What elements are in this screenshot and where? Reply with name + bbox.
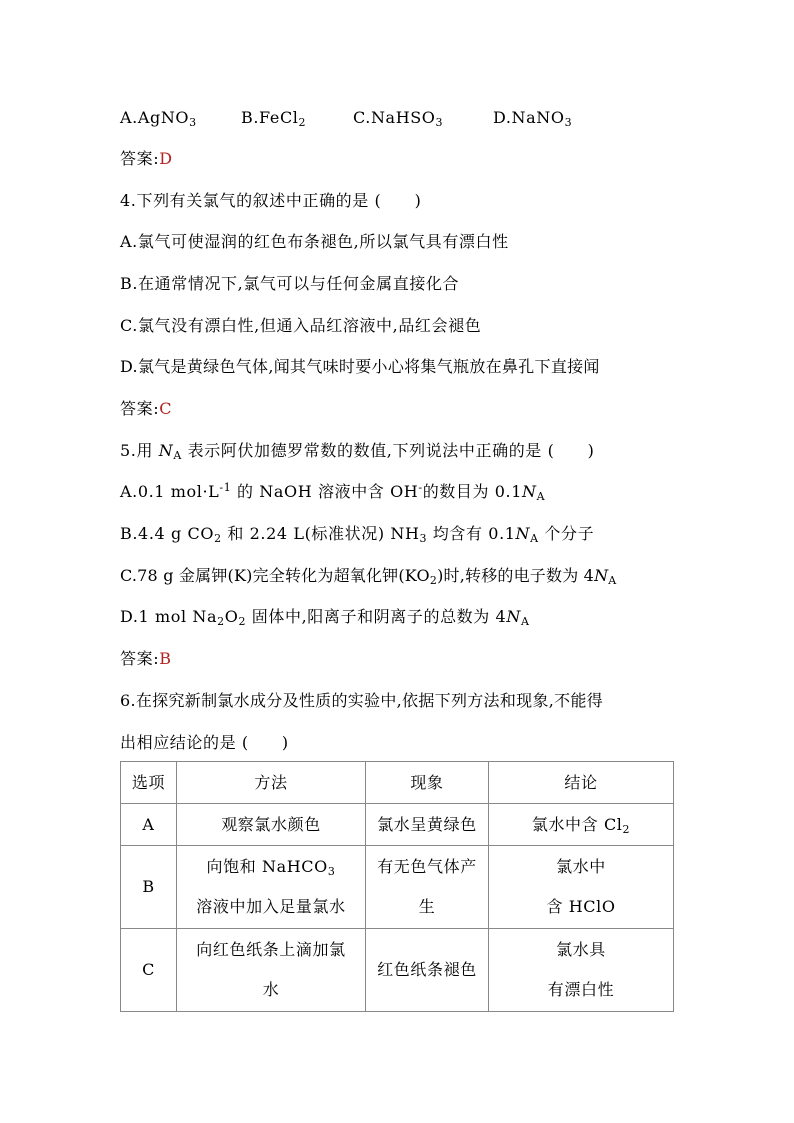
row-a-phenomenon: 氯水呈黄绿色	[366, 804, 489, 846]
q5-option-d: D.1 mol $Na_2O_2$ 固体中,阳离子和阴离子的总数为 $4N_A$	[120, 607, 530, 628]
q5-option-b: B.4.4 g $CO_2$ 和 2.24 L(标准状况) $NH_3$ 均含有 $0.1N_A$ 个分子	[120, 524, 595, 545]
row-a-conclusion: 氯水中含 $Cl_2$	[489, 804, 674, 846]
q3-option-d: D.NaNO$_3$	[493, 108, 573, 129]
q5-option-a: A.0.1 $mol\cdot L^{-1}$ 的 NaOH 溶液中含 OH-的数目为 $0.1N_A$	[120, 481, 546, 503]
q5-stem: 5.用 $N_A$ 表示阿伏加德罗常数的数值,下列说法中正确的是 ( )	[120, 441, 595, 462]
row-c-method: 向红色纸条上滴加氯 水	[177, 929, 366, 1012]
q4-option-a: A.氯气可使湿润的红色布条褪色,所以氯气具有漂白性	[120, 232, 509, 251]
q3-option-a: A.AgNO$_3$	[120, 108, 197, 129]
q3-options	[120, 107, 600, 129]
q4-stem: 4.下列有关氯气的叙述中正确的是 ( )	[120, 191, 422, 210]
q3-answer: 答案:D	[120, 149, 173, 168]
table-header-row	[121, 762, 674, 804]
row-b-conclusion: 氯水中 含 HClO	[489, 846, 674, 929]
table-row	[121, 804, 674, 846]
table-row	[121, 929, 674, 1012]
q4-option-c: C.氯气没有漂白性,但通入品红溶液中,品红会褪色	[120, 316, 482, 335]
q6-table	[120, 761, 674, 1012]
q6-stem-line-1: 6.在探究新制氯水成分及性质的实验中,依据下列方法和现象,不能得	[120, 691, 604, 710]
q6-stem-line-2: 出相应结论的是 ( )	[120, 733, 289, 752]
row-b-option: B	[121, 846, 177, 929]
header-conclusion: 结论	[489, 762, 674, 804]
header-method: 方法	[177, 762, 366, 804]
header-option: 选项	[121, 762, 177, 804]
q4-option-d: D.氯气是黄绿色气体,闻其气味时要小心将集气瓶放在鼻孔下直接闻	[120, 357, 600, 376]
row-c-conclusion: 氯水具 有漂白性	[489, 929, 674, 1012]
row-a-option: A	[121, 804, 177, 846]
header-phenomenon: 现象	[366, 762, 489, 804]
row-b-phenomenon: 有无色气体产 生	[366, 846, 489, 929]
q4-option-b: B.在通常情况下,氯气可以与任何金属直接化合	[120, 274, 460, 293]
q3-option-c: C.NaHSO$_3$	[353, 108, 444, 129]
table-row	[121, 846, 674, 929]
row-c-phenomenon: 红色纸条褪色	[366, 929, 489, 1012]
row-b-method: 向饱和 NaHCO$_3$ 溶液中加入足量氯水	[177, 846, 366, 929]
q5-answer: 答案:B	[120, 649, 172, 668]
q3-option-b: B.FeCl$_2$	[241, 108, 307, 129]
q5-option-c: C.78 g 金属钾(K)完全转化为超氧化钾$(KO_2)$时,转移的电子数为 $4N_A$	[120, 566, 617, 587]
row-c-option: C	[121, 929, 177, 1012]
q4-answer: 答案:C	[120, 399, 173, 418]
row-a-method: 观察氯水颜色	[177, 804, 366, 846]
